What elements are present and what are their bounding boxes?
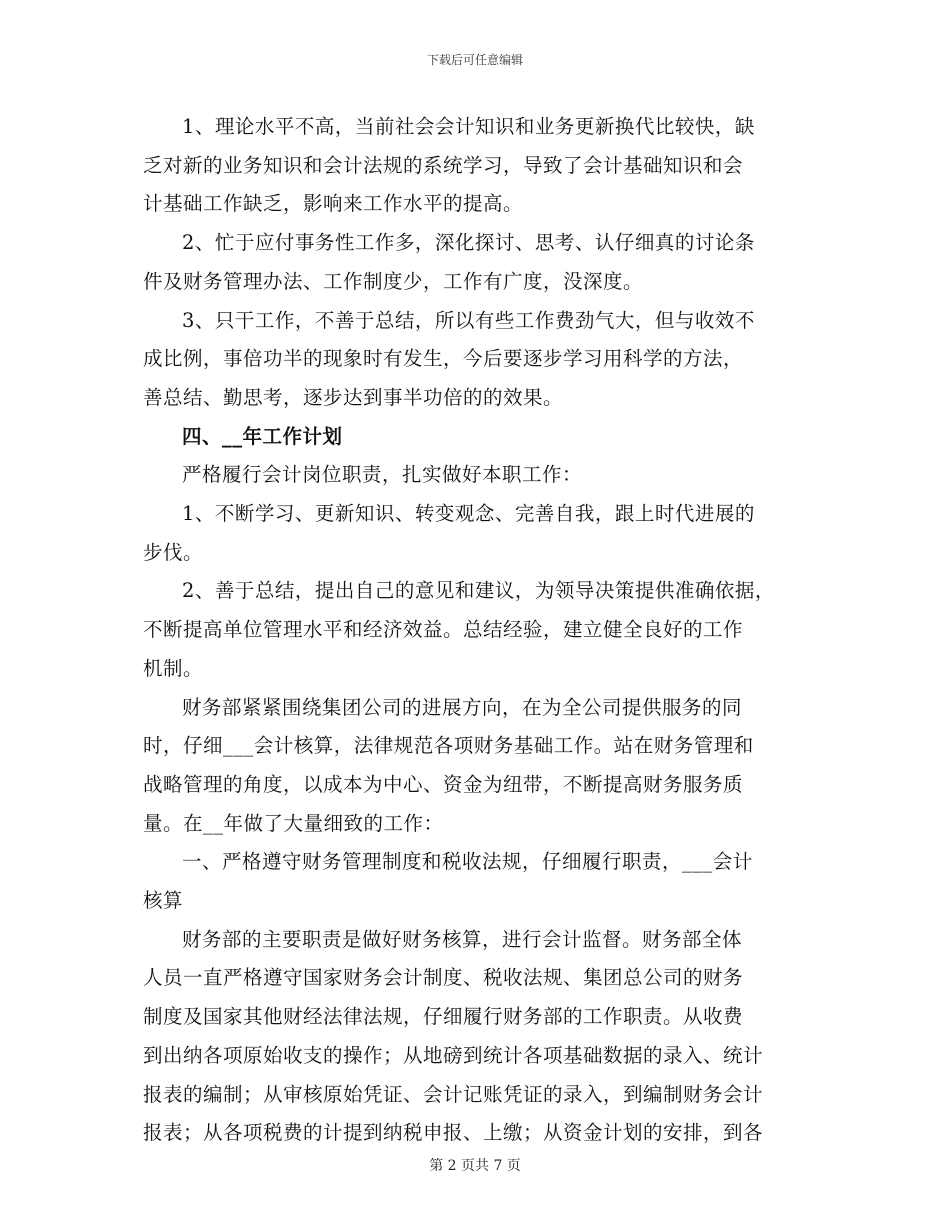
section-heading xyxy=(143,418,805,457)
text-line: 善总结、勤思考，逐步达到事半功倍的的效果。 xyxy=(143,385,564,409)
text-line: 计基础工作缺乏，影响来工作水平的提高。 xyxy=(143,192,524,216)
text-line: 1、理论水平不高，当前社会会计知识和业务更新换代比较快，缺 xyxy=(182,115,755,138)
text-line: 报表的编制；从审核原始凭证、会计记账凭证的录入，到编制财务会计 xyxy=(143,1082,764,1106)
paragraph xyxy=(143,108,805,224)
paragraph xyxy=(143,921,805,1153)
document-body xyxy=(143,108,805,1153)
text-line: 件及财务管理办法、工作制度少，工作有广度，没深度。 xyxy=(143,269,644,293)
text-line: 机制。 xyxy=(143,656,204,680)
paragraph xyxy=(143,224,805,301)
text-line: 战略管理的角度，以成本为中心、资金为纽带，不断提高财务服务质 xyxy=(143,772,744,796)
paragraph xyxy=(143,572,805,688)
text-line: 制度及国家其他财经法律法规，仔细履行财务部的工作职责。从收费 xyxy=(143,1005,744,1029)
text-line: 报表；从各项税费的计提到纳税申报、上缴；从资金计划的安排，到各 xyxy=(143,1121,764,1145)
text-line: 2、善于总结，提出自己的意见和建议，为领导决策提供准确依据， xyxy=(182,579,775,603)
text-line: 3、只干工作，不善于总结，所以有些工作费劲气大，但与收效不 xyxy=(182,308,755,332)
page-header: 下载后可任意编辑 xyxy=(426,53,523,67)
text-line: 四、__年工作计划 xyxy=(182,424,343,448)
text-line: 成比例，事倍功半的现象时有发生，今后要逐步学习用科学的方法， xyxy=(143,347,744,371)
text-line: 1、不断学习、更新知识、转变观念、完善自我，跟上时代进展的 xyxy=(182,502,755,526)
text-line: 财务部的主要职责是做好财务核算，进行会计监督。财务部全体 xyxy=(182,927,743,951)
text-line: 财务部紧紧围绕集团公司的进展方向，在为全公司提供服务的同 xyxy=(182,695,743,719)
text-line: 一、严格遵守财务管理制度和税收法规，仔细履行职责，___会计 xyxy=(182,850,753,874)
text-line: 2、忙于应付事务性工作多，深化探讨、思考、认仔细真的讨论条 xyxy=(182,231,755,255)
paragraph xyxy=(143,843,805,920)
text-line: 人员一直严格遵守国家财务会计制度、税收法规、集团总公司的财务 xyxy=(143,966,744,990)
paragraph xyxy=(143,456,805,495)
text-line: 时，仔细___会计核算，法律规范各项财务基础工作。站在财务管理和 xyxy=(143,734,754,758)
paragraph xyxy=(143,689,805,844)
text-line: 乏对新的业务知识和会计法规的系统学习，导致了会计基础知识和会 xyxy=(143,153,744,177)
paragraph xyxy=(143,495,805,572)
text-line: 核算 xyxy=(143,889,184,913)
page-number: 第 2 页共 7 页 xyxy=(429,1158,521,1174)
paragraph xyxy=(143,302,805,418)
text-line: 不断提高单位管理水平和经济效益。总结经验，建立健全良好的工作 xyxy=(143,618,744,642)
text-line: 量。在__年做了大量细致的工作： xyxy=(143,811,444,835)
text-line: 严格履行会计岗位职责，扎实做好本职工作： xyxy=(182,463,583,487)
text-line: 步伐。 xyxy=(143,540,204,564)
text-line: 到出纳各项原始收支的操作；从地磅到统计各项基础数据的录入、统计 xyxy=(143,1043,764,1067)
